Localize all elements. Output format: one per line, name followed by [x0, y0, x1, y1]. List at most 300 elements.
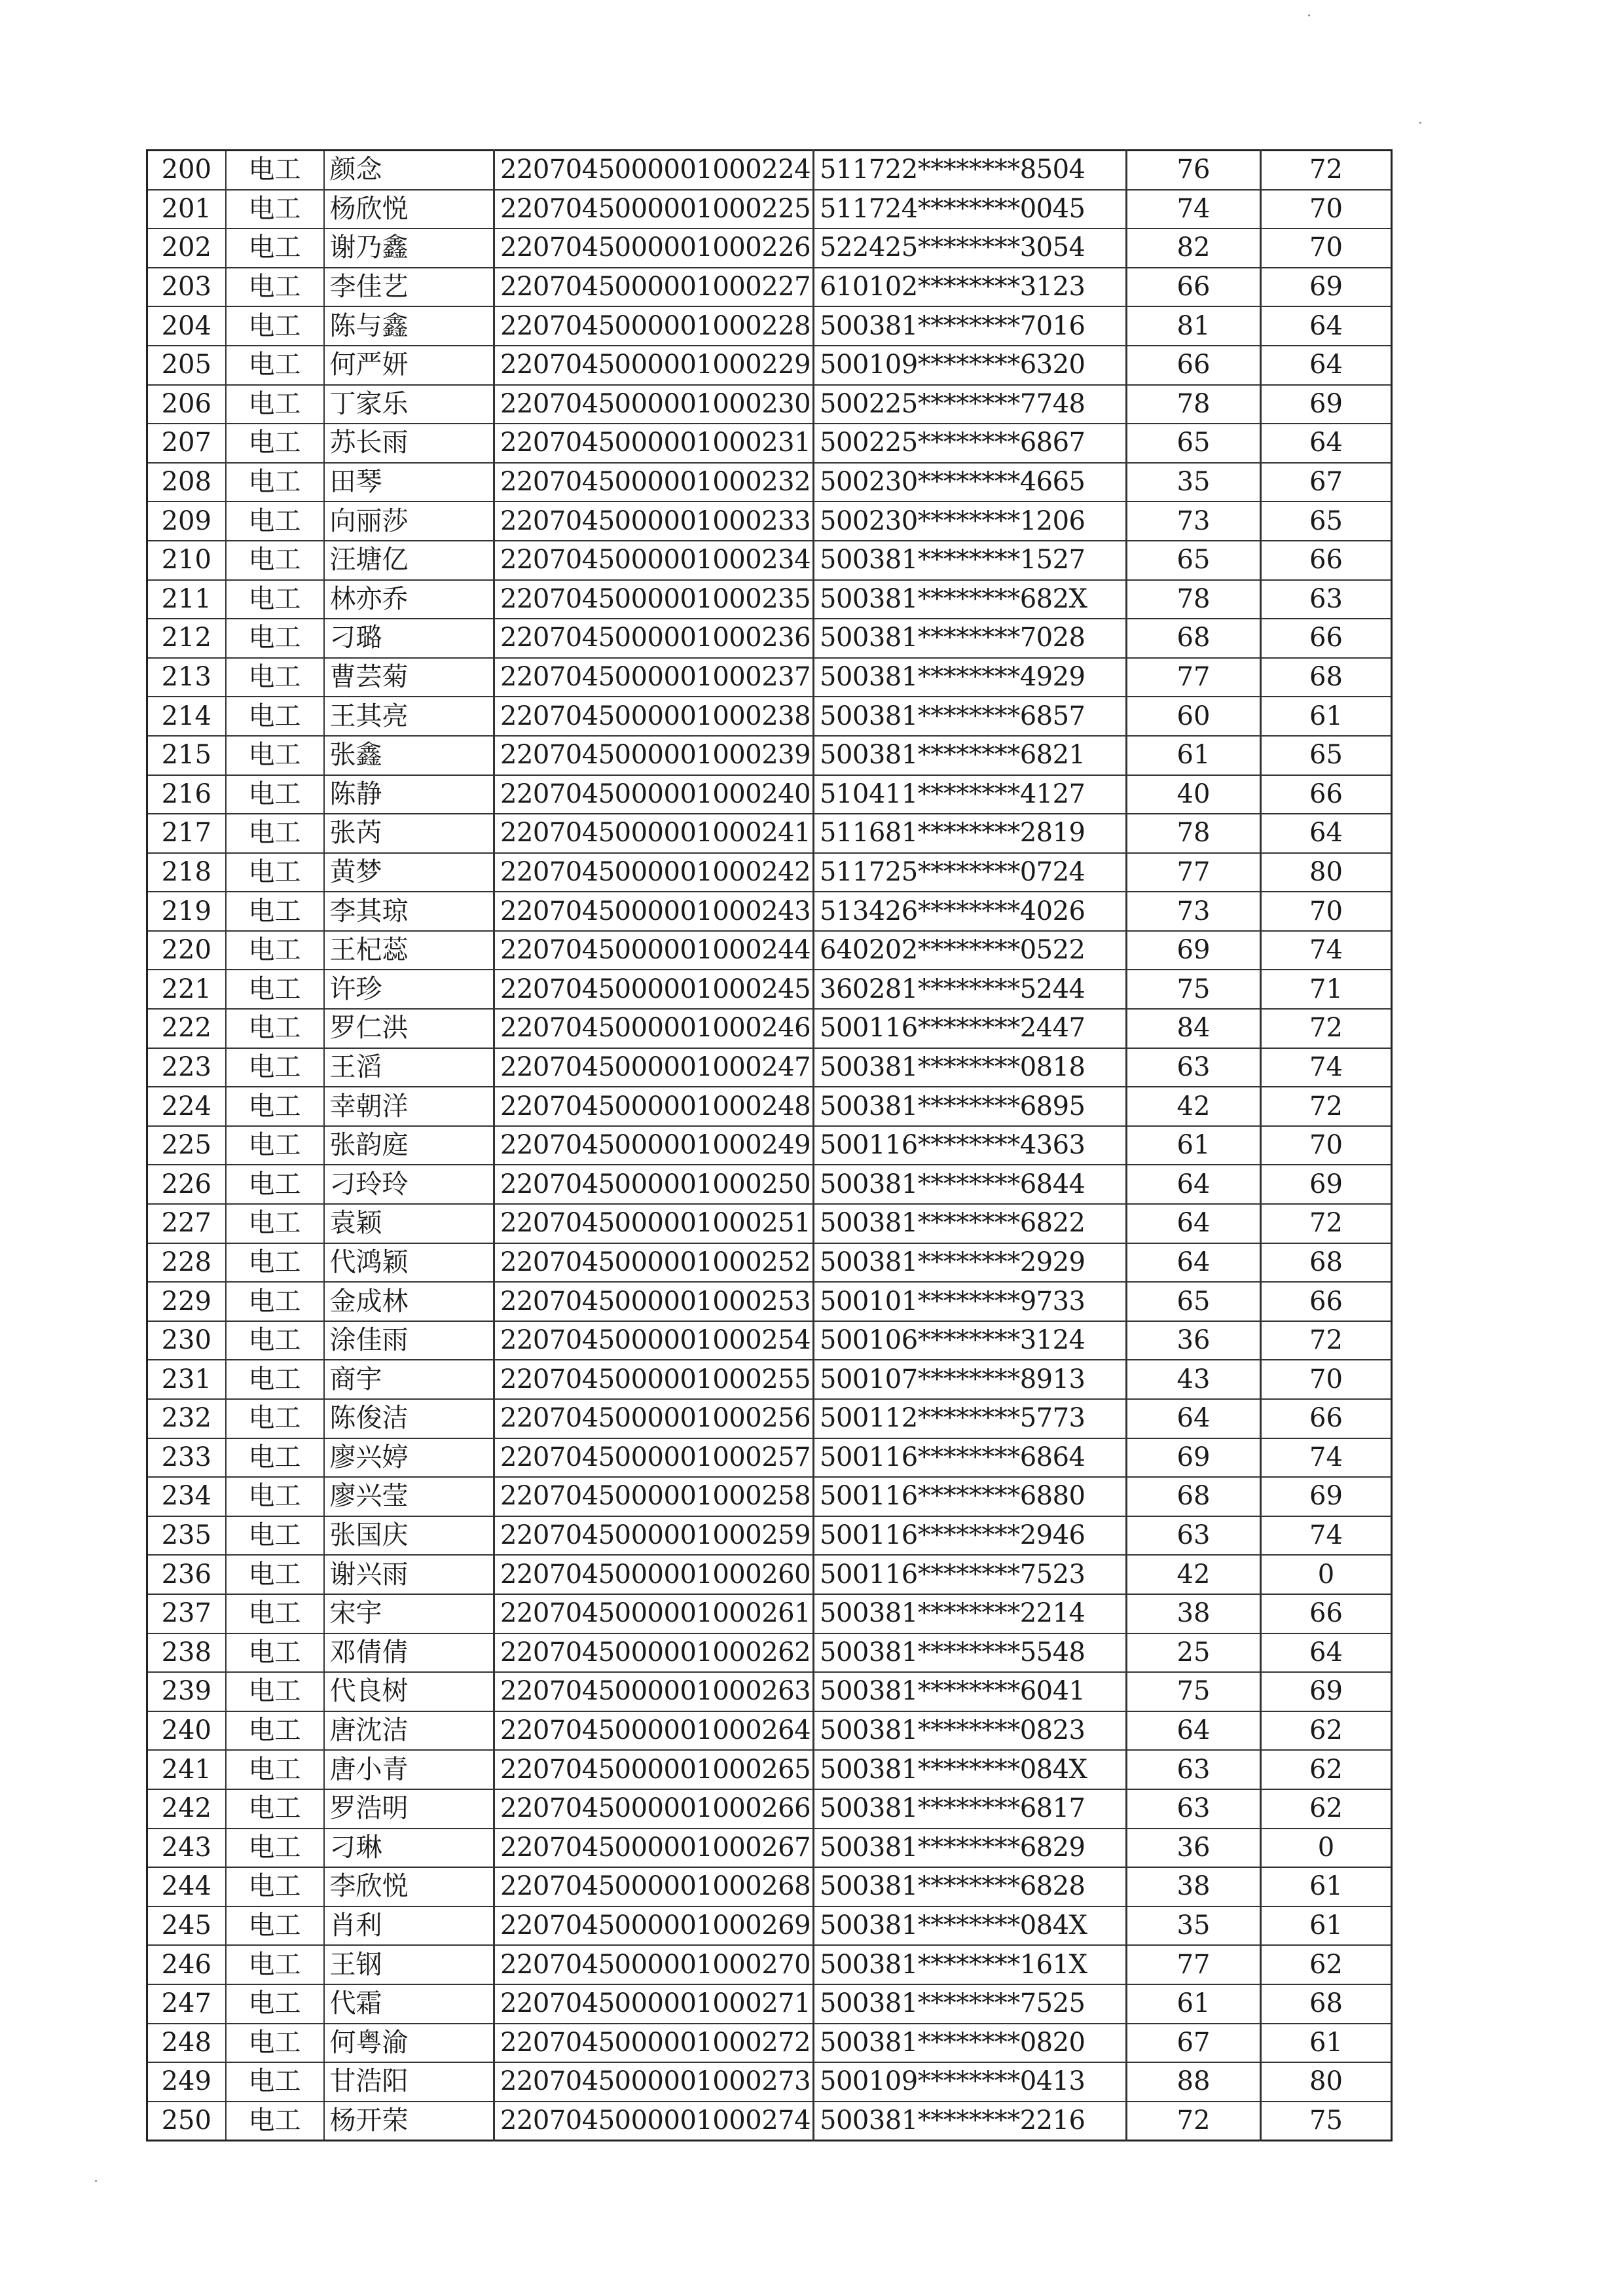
job-type-cell: 电工 [226, 1165, 324, 1204]
results-table [146, 149, 1393, 2141]
row-number-cell: 210 [147, 541, 226, 580]
row-number-cell: 204 [147, 306, 226, 346]
score-theory-cell: 68 [1127, 1477, 1261, 1516]
row-number-cell: 208 [147, 463, 226, 502]
score-practical-cell: 61 [1261, 1867, 1392, 1906]
id-number-cell: 500381********161X [814, 1945, 1127, 1984]
score-theory-cell: 69 [1127, 1438, 1261, 1478]
table-row [147, 970, 1392, 1009]
candidate-name-cell: 肖利 [324, 1906, 494, 1946]
certificate-number-cell: 2207045000001000230 [494, 385, 814, 424]
candidate-name-cell: 陈与鑫 [324, 306, 494, 346]
score-practical-cell: 62 [1261, 1711, 1392, 1751]
job-type-cell: 电工 [226, 1672, 324, 1711]
row-number-cell: 211 [147, 580, 226, 619]
certificate-number-cell: 2207045000001000252 [494, 1243, 814, 1283]
table-row [147, 1906, 1392, 1946]
table-row [147, 619, 1392, 658]
table-row [147, 1594, 1392, 1633]
id-number-cell: 500381********0823 [814, 1711, 1127, 1751]
row-number-cell: 223 [147, 1048, 226, 1087]
score-theory-cell: 77 [1127, 658, 1261, 697]
score-theory-cell: 64 [1127, 1399, 1261, 1438]
id-number-cell: 500381********0820 [814, 2024, 1127, 2063]
score-theory-cell: 75 [1127, 970, 1261, 1009]
certificate-number-cell: 2207045000001000271 [494, 1984, 814, 2024]
score-practical-cell: 72 [1261, 1009, 1392, 1048]
job-type-cell: 电工 [226, 736, 324, 775]
job-type-cell: 电工 [226, 931, 324, 970]
candidate-name-cell: 袁颖 [324, 1204, 494, 1243]
candidate-name-cell: 何严妍 [324, 346, 494, 385]
row-number-cell: 233 [147, 1438, 226, 1478]
id-number-cell: 500381********0818 [814, 1048, 1127, 1087]
job-type-cell: 电工 [226, 1204, 324, 1243]
candidate-name-cell: 陈俊洁 [324, 1399, 494, 1438]
score-practical-cell: 72 [1261, 151, 1392, 190]
score-practical-cell: 66 [1261, 1594, 1392, 1633]
certificate-number-cell: 2207045000001000253 [494, 1282, 814, 1321]
row-number-cell: 205 [147, 346, 226, 385]
row-number-cell: 231 [147, 1360, 226, 1399]
certificate-number-cell: 2207045000001000269 [494, 1906, 814, 1946]
score-theory-cell: 63 [1127, 1516, 1261, 1556]
row-number-cell: 246 [147, 1945, 226, 1984]
row-number-cell: 241 [147, 1750, 226, 1789]
score-theory-cell: 78 [1127, 385, 1261, 424]
candidate-name-cell: 代鸿颖 [324, 1243, 494, 1283]
job-type-cell: 电工 [226, 853, 324, 892]
row-number-cell: 243 [147, 1829, 226, 1868]
candidate-name-cell: 商宇 [324, 1360, 494, 1399]
id-number-cell: 500381********6041 [814, 1672, 1127, 1711]
job-type-cell: 电工 [226, 1243, 324, 1283]
certificate-number-cell: 2207045000001000268 [494, 1867, 814, 1906]
candidate-name-cell: 李欣悦 [324, 1867, 494, 1906]
candidate-name-cell: 曹芸菊 [324, 658, 494, 697]
row-number-cell: 207 [147, 424, 226, 463]
score-theory-cell: 64 [1127, 1204, 1261, 1243]
score-practical-cell: 71 [1261, 970, 1392, 1009]
certificate-number-cell: 2207045000001000247 [494, 1048, 814, 1087]
certificate-number-cell: 2207045000001000246 [494, 1009, 814, 1048]
table-row [147, 1516, 1392, 1556]
score-practical-cell: 69 [1261, 1165, 1392, 1204]
id-number-cell: 500381********2214 [814, 1594, 1127, 1633]
table-row [147, 228, 1392, 268]
certificate-number-cell: 2207045000001000225 [494, 190, 814, 229]
score-theory-cell: 36 [1127, 1829, 1261, 1868]
id-number-cell: 500116********6880 [814, 1477, 1127, 1516]
candidate-name-cell: 向丽莎 [324, 501, 494, 541]
row-number-cell: 242 [147, 1789, 226, 1829]
table-row [147, 1360, 1392, 1399]
score-theory-cell: 73 [1127, 892, 1261, 931]
score-practical-cell: 74 [1261, 931, 1392, 970]
table-row [147, 1438, 1392, 1478]
table-row [147, 1204, 1392, 1243]
certificate-number-cell: 2207045000001000244 [494, 931, 814, 970]
table-row [147, 1048, 1392, 1087]
score-practical-cell: 0 [1261, 1555, 1392, 1594]
score-practical-cell: 68 [1261, 1243, 1392, 1283]
id-number-cell: 640202********0522 [814, 931, 1127, 970]
score-theory-cell: 63 [1127, 1789, 1261, 1829]
certificate-number-cell: 2207045000001000251 [494, 1204, 814, 1243]
certificate-number-cell: 2207045000001000257 [494, 1438, 814, 1478]
job-type-cell: 电工 [226, 1750, 324, 1789]
score-practical-cell: 74 [1261, 1048, 1392, 1087]
results-table-body [147, 151, 1392, 2141]
id-number-cell: 500381********084X [814, 1750, 1127, 1789]
row-number-cell: 217 [147, 814, 226, 853]
score-theory-cell: 84 [1127, 1009, 1261, 1048]
score-practical-cell: 0 [1261, 1829, 1392, 1868]
table-row [147, 1321, 1392, 1360]
certificate-number-cell: 2207045000001000236 [494, 619, 814, 658]
certificate-number-cell: 2207045000001000249 [494, 1126, 814, 1165]
certificate-number-cell: 2207045000001000260 [494, 1555, 814, 1594]
score-theory-cell: 35 [1127, 1906, 1261, 1946]
row-number-cell: 228 [147, 1243, 226, 1283]
job-type-cell: 电工 [226, 658, 324, 697]
table-row [147, 463, 1392, 502]
score-theory-cell: 82 [1127, 228, 1261, 268]
certificate-number-cell: 2207045000001000242 [494, 853, 814, 892]
table-row [147, 892, 1392, 931]
row-number-cell: 249 [147, 2062, 226, 2102]
id-number-cell: 360281********5244 [814, 970, 1127, 1009]
certificate-number-cell: 2207045000001000274 [494, 2102, 814, 2141]
id-number-cell: 500381********6857 [814, 697, 1127, 736]
job-type-cell: 电工 [226, 228, 324, 268]
table-row [147, 1750, 1392, 1789]
candidate-name-cell: 颜念 [324, 151, 494, 190]
score-practical-cell: 69 [1261, 1672, 1392, 1711]
scan-speck [95, 2180, 97, 2182]
candidate-name-cell: 宋宇 [324, 1594, 494, 1633]
job-type-cell: 电工 [226, 1867, 324, 1906]
score-practical-cell: 61 [1261, 1906, 1392, 1946]
row-number-cell: 237 [147, 1594, 226, 1633]
row-number-cell: 202 [147, 228, 226, 268]
job-type-cell: 电工 [226, 501, 324, 541]
id-number-cell: 500381********1527 [814, 541, 1127, 580]
job-type-cell: 电工 [226, 697, 324, 736]
table-row [147, 1282, 1392, 1321]
table-row [147, 2024, 1392, 2063]
row-number-cell: 244 [147, 1867, 226, 1906]
id-number-cell: 500106********3124 [814, 1321, 1127, 1360]
id-number-cell: 511724********0045 [814, 190, 1127, 229]
certificate-number-cell: 2207045000001000224 [494, 151, 814, 190]
score-practical-cell: 69 [1261, 268, 1392, 307]
score-practical-cell: 62 [1261, 1789, 1392, 1829]
candidate-name-cell: 张韵庭 [324, 1126, 494, 1165]
table-row [147, 1165, 1392, 1204]
certificate-number-cell: 2207045000001000227 [494, 268, 814, 307]
table-row [147, 1087, 1392, 1126]
score-theory-cell: 78 [1127, 814, 1261, 853]
table-row [147, 1477, 1392, 1516]
id-number-cell: 500381********6895 [814, 1087, 1127, 1126]
id-number-cell: 511725********0724 [814, 853, 1127, 892]
row-number-cell: 234 [147, 1477, 226, 1516]
job-type-cell: 电工 [226, 1594, 324, 1633]
id-number-cell: 511681********2819 [814, 814, 1127, 853]
score-practical-cell: 62 [1261, 1945, 1392, 1984]
row-number-cell: 215 [147, 736, 226, 775]
id-number-cell: 500116********2946 [814, 1516, 1127, 1556]
id-number-cell: 500381********5548 [814, 1633, 1127, 1673]
row-number-cell: 250 [147, 2102, 226, 2141]
score-theory-cell: 65 [1127, 541, 1261, 580]
candidate-name-cell: 张国庆 [324, 1516, 494, 1556]
job-type-cell: 电工 [226, 1516, 324, 1556]
row-number-cell: 219 [147, 892, 226, 931]
candidate-name-cell: 王其亮 [324, 697, 494, 736]
row-number-cell: 248 [147, 2024, 226, 2063]
table-row [147, 931, 1392, 970]
score-theory-cell: 65 [1127, 1282, 1261, 1321]
score-theory-cell: 66 [1127, 346, 1261, 385]
certificate-number-cell: 2207045000001000237 [494, 658, 814, 697]
job-type-cell: 电工 [226, 2024, 324, 2063]
candidate-name-cell: 罗浩明 [324, 1789, 494, 1829]
score-practical-cell: 69 [1261, 385, 1392, 424]
job-type-cell: 电工 [226, 1477, 324, 1516]
table-row [147, 1789, 1392, 1829]
job-type-cell: 电工 [226, 1048, 324, 1087]
score-practical-cell: 80 [1261, 2062, 1392, 2102]
row-number-cell: 227 [147, 1204, 226, 1243]
score-theory-cell: 61 [1127, 1126, 1261, 1165]
certificate-number-cell: 2207045000001000273 [494, 2062, 814, 2102]
id-number-cell: 500107********8913 [814, 1360, 1127, 1399]
score-practical-cell: 66 [1261, 1282, 1392, 1321]
score-practical-cell: 64 [1261, 1633, 1392, 1673]
id-number-cell: 500381********7028 [814, 619, 1127, 658]
table-row [147, 1945, 1392, 1984]
score-theory-cell: 25 [1127, 1633, 1261, 1673]
score-theory-cell: 36 [1127, 1321, 1261, 1360]
table-row [147, 814, 1392, 853]
candidate-name-cell: 刁玲玲 [324, 1165, 494, 1204]
row-number-cell: 218 [147, 853, 226, 892]
id-number-cell: 610102********3123 [814, 268, 1127, 307]
job-type-cell: 电工 [226, 151, 324, 190]
row-number-cell: 236 [147, 1555, 226, 1594]
job-type-cell: 电工 [226, 619, 324, 658]
score-theory-cell: 64 [1127, 1243, 1261, 1283]
row-number-cell: 238 [147, 1633, 226, 1673]
table-row [147, 1633, 1392, 1673]
table-row [147, 736, 1392, 775]
certificate-number-cell: 2207045000001000266 [494, 1789, 814, 1829]
table-row [147, 1399, 1392, 1438]
id-number-cell: 500109********6320 [814, 346, 1127, 385]
job-type-cell: 电工 [226, 1829, 324, 1868]
table-row [147, 346, 1392, 385]
table-row [147, 306, 1392, 346]
table-row [147, 541, 1392, 580]
certificate-number-cell: 2207045000001000240 [494, 775, 814, 814]
id-number-cell: 500381********6821 [814, 736, 1127, 775]
id-number-cell: 500381********2929 [814, 1243, 1127, 1283]
score-theory-cell: 72 [1127, 2102, 1261, 2141]
table-row [147, 1984, 1392, 2024]
candidate-name-cell: 金成林 [324, 1282, 494, 1321]
score-theory-cell: 78 [1127, 580, 1261, 619]
score-practical-cell: 67 [1261, 463, 1392, 502]
candidate-name-cell: 丁家乐 [324, 385, 494, 424]
score-practical-cell: 64 [1261, 346, 1392, 385]
score-practical-cell: 64 [1261, 306, 1392, 346]
score-practical-cell: 72 [1261, 1087, 1392, 1126]
certificate-number-cell: 2207045000001000272 [494, 2024, 814, 2063]
table-row [147, 580, 1392, 619]
score-theory-cell: 75 [1127, 1672, 1261, 1711]
score-practical-cell: 80 [1261, 853, 1392, 892]
certificate-number-cell: 2207045000001000270 [494, 1945, 814, 1984]
candidate-name-cell: 唐沈洁 [324, 1711, 494, 1751]
job-type-cell: 电工 [226, 268, 324, 307]
job-type-cell: 电工 [226, 1711, 324, 1751]
row-number-cell: 212 [147, 619, 226, 658]
candidate-name-cell: 廖兴莹 [324, 1477, 494, 1516]
job-type-cell: 电工 [226, 2062, 324, 2102]
certificate-number-cell: 2207045000001000259 [494, 1516, 814, 1556]
certificate-number-cell: 2207045000001000239 [494, 736, 814, 775]
table-row [147, 190, 1392, 229]
row-number-cell: 201 [147, 190, 226, 229]
certificate-number-cell: 2207045000001000264 [494, 1711, 814, 1751]
score-theory-cell: 35 [1127, 463, 1261, 502]
job-type-cell: 电工 [226, 1984, 324, 2024]
score-practical-cell: 66 [1261, 775, 1392, 814]
score-practical-cell: 72 [1261, 1204, 1392, 1243]
score-practical-cell: 64 [1261, 424, 1392, 463]
score-theory-cell: 38 [1127, 1594, 1261, 1633]
table-row [147, 2102, 1392, 2141]
score-theory-cell: 61 [1127, 1984, 1261, 2024]
table-row [147, 775, 1392, 814]
candidate-name-cell: 陈静 [324, 775, 494, 814]
table-row [147, 1555, 1392, 1594]
job-type-cell: 电工 [226, 1009, 324, 1048]
score-practical-cell: 70 [1261, 228, 1392, 268]
candidate-name-cell: 罗仁洪 [324, 1009, 494, 1048]
score-practical-cell: 66 [1261, 619, 1392, 658]
table-row [147, 1829, 1392, 1868]
certificate-number-cell: 2207045000001000235 [494, 580, 814, 619]
candidate-name-cell: 唐小青 [324, 1750, 494, 1789]
score-theory-cell: 76 [1127, 151, 1261, 190]
score-practical-cell: 64 [1261, 814, 1392, 853]
certificate-number-cell: 2207045000001000228 [494, 306, 814, 346]
candidate-name-cell: 谢乃鑫 [324, 228, 494, 268]
id-number-cell: 500116********7523 [814, 1555, 1127, 1594]
candidate-name-cell: 汪塘亿 [324, 541, 494, 580]
row-number-cell: 230 [147, 1321, 226, 1360]
score-practical-cell: 65 [1261, 736, 1392, 775]
table-row [147, 697, 1392, 736]
id-number-cell: 500381********6829 [814, 1829, 1127, 1868]
score-theory-cell: 73 [1127, 501, 1261, 541]
certificate-number-cell: 2207045000001000265 [494, 1750, 814, 1789]
id-number-cell: 500381********7016 [814, 306, 1127, 346]
table-row [147, 1672, 1392, 1711]
table-row [147, 151, 1392, 190]
score-practical-cell: 74 [1261, 1516, 1392, 1556]
score-theory-cell: 67 [1127, 2024, 1261, 2063]
score-practical-cell: 70 [1261, 190, 1392, 229]
job-type-cell: 电工 [226, 306, 324, 346]
job-type-cell: 电工 [226, 1945, 324, 1984]
certificate-number-cell: 2207045000001000245 [494, 970, 814, 1009]
table-row [147, 1009, 1392, 1048]
score-theory-cell: 66 [1127, 268, 1261, 307]
candidate-name-cell: 田琴 [324, 463, 494, 502]
job-type-cell: 电工 [226, 2102, 324, 2141]
row-number-cell: 203 [147, 268, 226, 307]
scan-speck [1308, 14, 1310, 16]
certificate-number-cell: 2207045000001000238 [494, 697, 814, 736]
certificate-number-cell: 2207045000001000255 [494, 1360, 814, 1399]
job-type-cell: 电工 [226, 1282, 324, 1321]
score-theory-cell: 60 [1127, 697, 1261, 736]
id-number-cell: 500230********4665 [814, 463, 1127, 502]
score-theory-cell: 68 [1127, 619, 1261, 658]
table-row [147, 1126, 1392, 1165]
score-theory-cell: 69 [1127, 931, 1261, 970]
candidate-name-cell: 何粤渝 [324, 2024, 494, 2063]
candidate-name-cell: 李佳艺 [324, 268, 494, 307]
candidate-name-cell: 甘浩阳 [324, 2062, 494, 2102]
job-type-cell: 电工 [226, 580, 324, 619]
candidate-name-cell: 林亦乔 [324, 580, 494, 619]
id-number-cell: 500381********2216 [814, 2102, 1127, 2141]
job-type-cell: 电工 [226, 1555, 324, 1594]
job-type-cell: 电工 [226, 775, 324, 814]
job-type-cell: 电工 [226, 1789, 324, 1829]
job-type-cell: 电工 [226, 1438, 324, 1478]
table-row [147, 1711, 1392, 1751]
score-theory-cell: 77 [1127, 1945, 1261, 1984]
id-number-cell: 500116********6864 [814, 1438, 1127, 1478]
candidate-name-cell: 廖兴婷 [324, 1438, 494, 1478]
job-type-cell: 电工 [226, 970, 324, 1009]
certificate-number-cell: 2207045000001000234 [494, 541, 814, 580]
id-number-cell: 500116********4363 [814, 1126, 1127, 1165]
table-row [147, 853, 1392, 892]
id-number-cell: 500225********7748 [814, 385, 1127, 424]
job-type-cell: 电工 [226, 385, 324, 424]
score-theory-cell: 43 [1127, 1360, 1261, 1399]
id-number-cell: 500381********6822 [814, 1204, 1127, 1243]
certificate-number-cell: 2207045000001000241 [494, 814, 814, 853]
candidate-name-cell: 杨开荣 [324, 2102, 494, 2141]
candidate-name-cell: 张芮 [324, 814, 494, 853]
score-practical-cell: 69 [1261, 1477, 1392, 1516]
score-practical-cell: 72 [1261, 1321, 1392, 1360]
candidate-name-cell: 李其琼 [324, 892, 494, 931]
id-number-cell: 500101********9733 [814, 1282, 1127, 1321]
score-practical-cell: 70 [1261, 1126, 1392, 1165]
id-number-cell: 500381********084X [814, 1906, 1127, 1946]
row-number-cell: 235 [147, 1516, 226, 1556]
score-theory-cell: 77 [1127, 853, 1261, 892]
